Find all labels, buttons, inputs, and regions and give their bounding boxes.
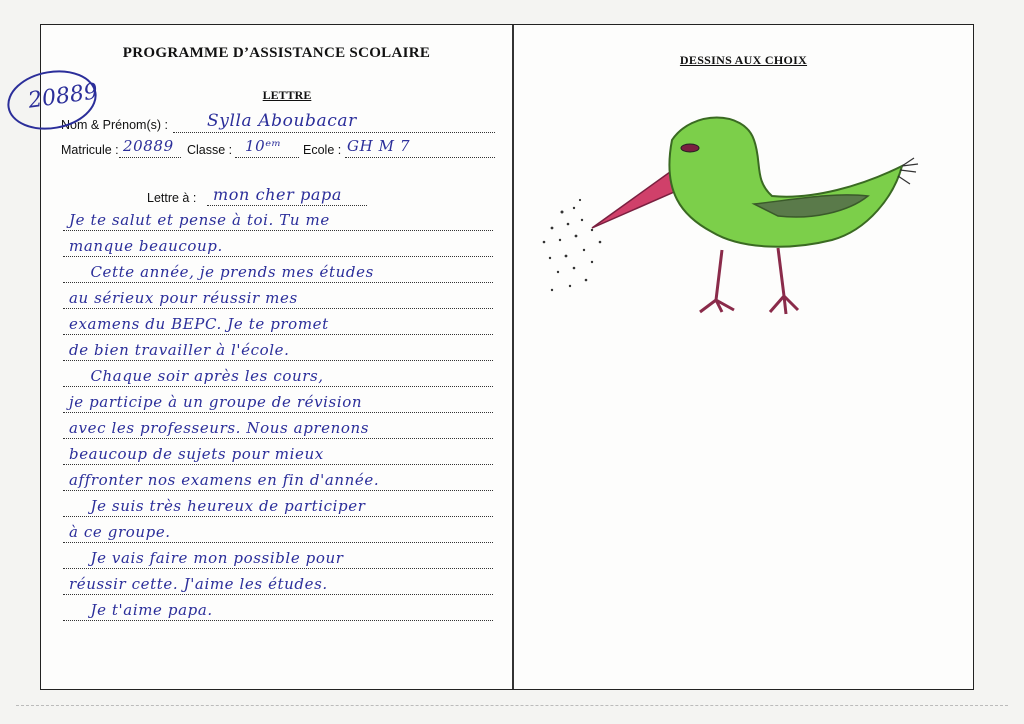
seed-dots	[543, 199, 602, 291]
recipient-label: Lettre à :	[147, 191, 197, 205]
letter-line: Je suis très heureux de participer	[63, 495, 493, 517]
letter-line: de bien travailler à l'école.	[63, 339, 493, 361]
classe-label: Classe :	[187, 143, 233, 157]
letter-line: affronter nos examens en fin d'année.	[63, 469, 493, 491]
letter-line: Je t'aime papa.	[63, 599, 493, 621]
name-dotted-line	[173, 132, 495, 133]
bird-right-leg	[770, 248, 798, 314]
classe-value: 10ᵉᵐ	[245, 137, 282, 155]
matricule-value: 20889	[123, 137, 174, 155]
recipient-value: mon cher papa	[213, 185, 343, 204]
bird-beak	[592, 172, 674, 228]
letter-line: manque beaucoup.	[63, 235, 493, 257]
letter-panel	[41, 25, 512, 689]
bird-drawing	[522, 100, 922, 340]
letter-line: je participe à un groupe de révision	[63, 391, 493, 413]
letter-line: avec les professeurs. Nous aprenons	[63, 417, 493, 439]
matricule-dotted-line	[119, 157, 181, 158]
letter-line: examens du BEPC. Je te promet	[63, 313, 493, 335]
ecole-dotted-line	[345, 157, 495, 158]
classe-dotted-line	[235, 157, 299, 158]
letter-line: réussir cette. J'aime les études.	[63, 573, 493, 595]
program-title: PROGRAMME D’ASSISTANCE SCOLAIRE	[122, 45, 431, 61]
letter-line: Je vais faire mon possible pour	[63, 547, 493, 569]
scan-edge-line	[16, 705, 1008, 706]
name-value: Sylla Aboubacar	[207, 111, 357, 131]
ecole-label: Ecole :	[303, 143, 342, 157]
letter-line: beaucoup de sujets pour mieux	[63, 443, 493, 465]
letter-line: à ce groupe.	[63, 521, 493, 543]
name-label: Nom & Prénom(s) :	[61, 118, 168, 132]
letter-section-title: LETTRE	[262, 88, 312, 102]
letter-line: Chaque soir après les cours,	[63, 365, 493, 387]
bird-body	[669, 118, 902, 247]
matricule-label: Matricule :	[61, 143, 119, 157]
bird-eye	[681, 144, 699, 152]
letter-line: Je te salut et pense à toi. Tu me	[63, 209, 493, 231]
ecole-value: GH M 7	[347, 137, 411, 155]
letter-line: Cette année, je prends mes études	[63, 261, 493, 283]
letter-line: au sérieux pour réussir mes	[63, 287, 493, 309]
bird-left-leg	[700, 250, 734, 312]
stamp-number: 20889	[26, 79, 100, 114]
drawing-section-title: DESSINS AUX CHOIX	[679, 53, 808, 67]
recipient-dotted-line	[207, 205, 367, 206]
